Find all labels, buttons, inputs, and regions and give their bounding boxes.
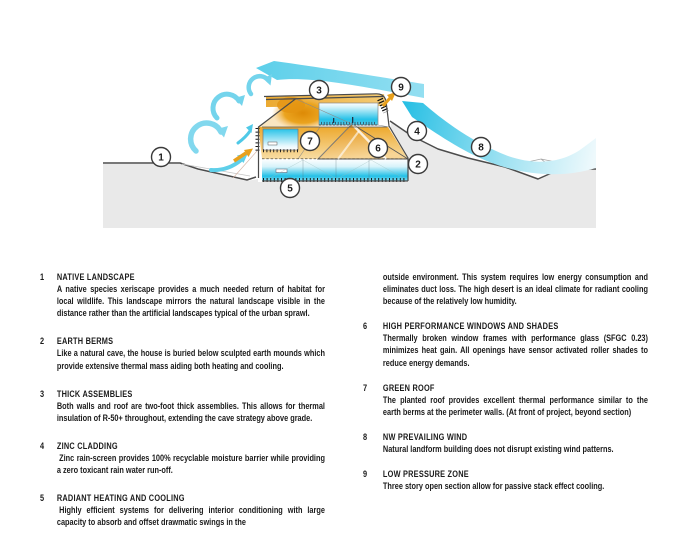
callout-number: 5 xyxy=(287,183,293,195)
legend-item-number: 8 xyxy=(363,431,368,443)
callout-3 xyxy=(310,81,329,100)
building-section-diagram xyxy=(0,0,700,250)
legend-item-number: 5 xyxy=(40,493,45,505)
legend-item-body: Highly efficient systems for delivering interior conditioning with large capacity to absorb and offset drawmatic swings in the xyxy=(56,505,325,529)
callout-number: 7 xyxy=(307,136,313,148)
callout-2 xyxy=(409,155,428,174)
callout-9 xyxy=(392,78,411,97)
legend-right-column xyxy=(363,272,648,506)
legend-item-heading: ZINC CLADDING xyxy=(56,440,118,452)
legend-item-body: Natural landform building does not disrupt existing wind patterns. xyxy=(382,444,614,456)
legend-item-number xyxy=(363,272,383,308)
legend-item-heading: NATIVE LANDSCAPE xyxy=(56,272,135,283)
legend-item-radiant-heating-and-cooling xyxy=(40,493,325,529)
left-room xyxy=(263,129,298,150)
legend-item-body: Zinc rain-screen provides 100% recyclable moisture barrier while providing a zero toxicant rain water run-off. xyxy=(56,453,325,477)
wind-eddies xyxy=(191,74,272,170)
legend-item-body: Thermally broken window frames with performance glass (SFGC 0.23) minimizes heat gain. All openings have sensor activated roller shades to reduce energy demands. xyxy=(382,333,648,369)
legend-item-heading: THICK ASSEMBLIES xyxy=(56,388,133,400)
legend-item-high-performance-windows xyxy=(363,321,648,369)
left-room-furniture xyxy=(268,142,277,145)
legend-item-native-landscape xyxy=(40,272,325,320)
callout-4 xyxy=(408,122,427,141)
legend-item-heading: EARTH BERMS xyxy=(56,336,114,348)
legend-item-number: 6 xyxy=(363,321,368,333)
clerestory-room xyxy=(319,103,378,125)
callout-8 xyxy=(472,138,491,157)
legend-item-number: 7 xyxy=(363,382,368,394)
legend-item-body: outside environment. This system requires low energy consumption and eliminates duct loss. The high desert is an ideal climate for radiant cooling because of the relatively low humidity. xyxy=(382,272,648,308)
legend-item-thick-assemblies xyxy=(40,389,325,425)
callout-number: 4 xyxy=(414,126,420,138)
wind-eddy-icon xyxy=(211,160,241,170)
legend-item-body: Three story open section allow for passive stack effect cooling. xyxy=(382,481,605,493)
legend-item-continuation xyxy=(363,272,648,308)
callout-5 xyxy=(281,179,300,198)
callout-7 xyxy=(301,132,320,151)
legend-item-earth-berms xyxy=(40,336,325,372)
legend-item-green-roof xyxy=(363,383,648,419)
legend-item-body: Like a natural cave, the house is buried below sculpted earth mounds which provide extensive thermal mass aiding both heating and cooling. xyxy=(56,348,325,372)
callout-number: 6 xyxy=(375,143,381,155)
legend-item-heading: LOW PRESSURE ZONE xyxy=(382,469,469,481)
wind-eddy-icon xyxy=(191,123,221,151)
clerestory-figure xyxy=(352,117,353,123)
house-section xyxy=(258,94,409,181)
callout-number: 9 xyxy=(398,82,404,94)
callout-6 xyxy=(369,139,388,158)
legend-item-zinc-cladding xyxy=(40,441,325,477)
legend-item-heading: NW PREVAILING WIND xyxy=(382,431,468,443)
legend-left-column xyxy=(40,272,325,546)
legend-item-body: The planted roof provides excellent thermal performance similar to the earth berms at the perimeter walls. (At front of project, beyond section) xyxy=(382,394,648,418)
wind-eddy-icon xyxy=(213,94,239,118)
legend-item-heading: GREEN ROOF xyxy=(382,382,435,394)
legend-item-number: 2 xyxy=(40,336,45,348)
legend-item-number: 1 xyxy=(40,272,45,283)
legend-item-number: 3 xyxy=(40,388,45,400)
legend-item-low-pressure-zone xyxy=(363,469,648,493)
legend-item-heading: RADIANT HEATING AND COOLING xyxy=(56,493,185,505)
legend-item-body: A native species xeriscape provides a much needed return of habitat for local wildlife. This landscape mirrors the natural landscape visible in the distance rather than the artificial landscapes typical of the urban sprawl. xyxy=(56,284,325,320)
legend-item-body: Both walls and roof are two-foot thick assemblies. This allows for thermal insulation of R-50+ throughout, extending the cave strategy above grade. xyxy=(56,400,325,424)
callout-1 xyxy=(152,148,171,167)
legend-item-number: 4 xyxy=(40,440,45,452)
legend-item-heading: HIGH PERFORMANCE WINDOWS AND SHADES xyxy=(382,321,559,333)
legend-item-number: 9 xyxy=(363,469,368,481)
callout-number: 1 xyxy=(158,152,164,164)
callout-number: 2 xyxy=(415,159,421,171)
legend-item-nw-prevailing-wind xyxy=(363,432,648,456)
wind-entry-arrow-icon xyxy=(238,131,250,143)
clerestory-figure xyxy=(333,118,334,123)
callout-number: 3 xyxy=(316,85,322,97)
callout-number: 8 xyxy=(478,142,484,154)
